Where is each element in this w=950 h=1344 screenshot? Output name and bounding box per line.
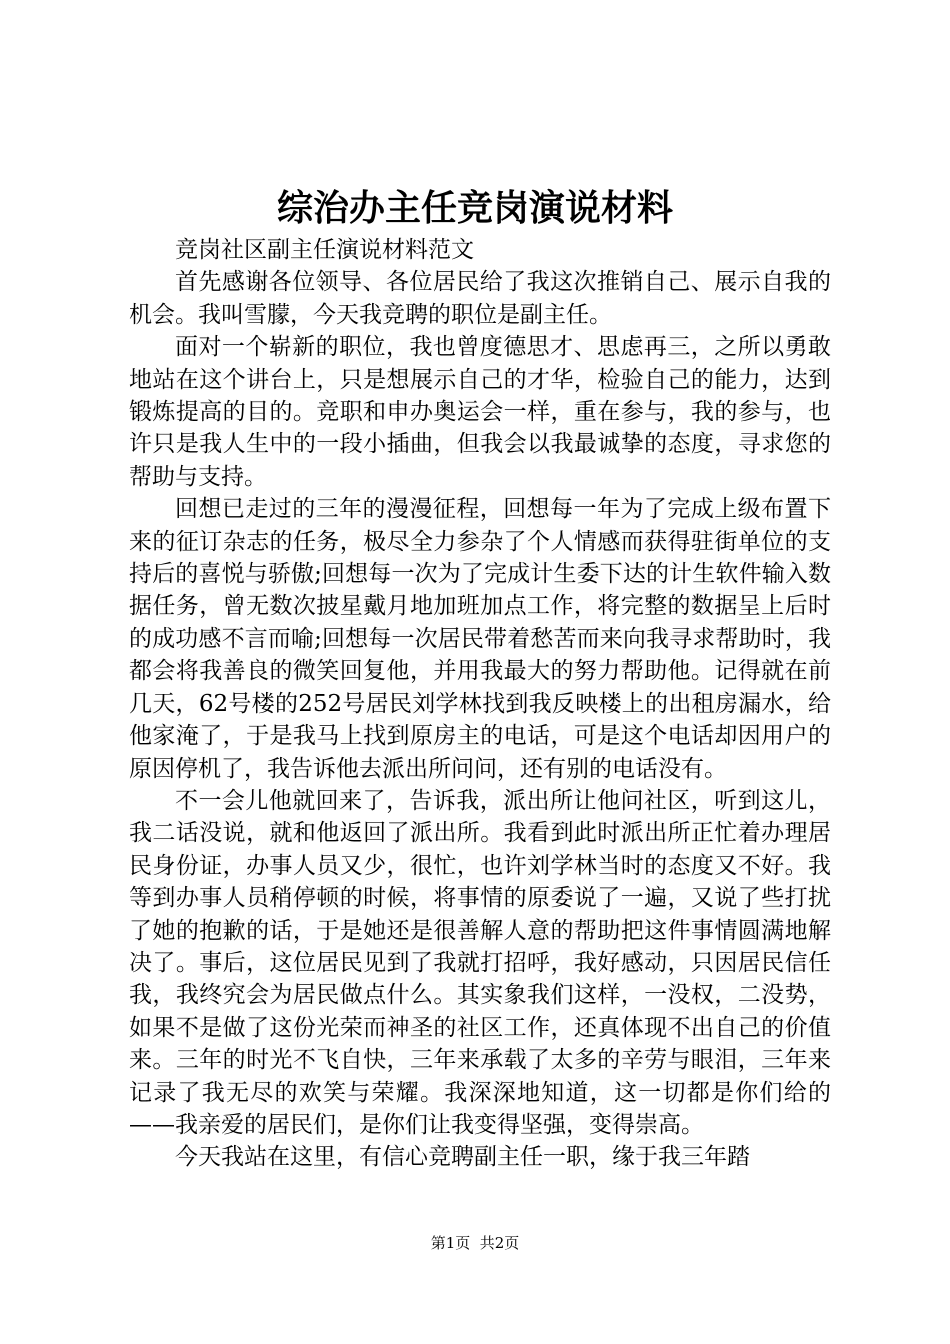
document-body: [129, 234, 831, 1174]
paragraph-3: 回想已走过的三年的漫漫征程，回想每一年为了完成上级布置下来的征订杂志的任务，极尽全力参杂了个人情感而获得驻街单位的支持后的喜悦与骄傲;回想每一次为了完成计生委下达的计生软件输入数据任务，曾无数次披星戴月地加班加点工作，将完整的数据呈上后时的成功感不言而喻;回想每一次居民带着愁苦而来向我寻求帮助时，我都会将我善良的微笑回复他，并用我最大的努力帮助他。记得就在前几天，62号楼的252号居民刘学林找到我反映楼上的出租房漏水，给他家淹了，于是我马上找到原房主的电话，可是这个电话却因用户的原因停机了，我告诉他去派出所问问，还有别的电话没有。: [129, 496, 831, 782]
page-footer: 第1页 共2页: [430, 1234, 520, 1252]
paragraph-5: 今天我站在这里，有信心竞聘副主任一职，缘于我三年踏: [175, 1144, 750, 1171]
document-title: 综治办主任竞岗演说材料: [276, 187, 673, 229]
paragraph-1: 首先感谢各位领导、各位居民给了我这次推销自己、展示自我的机会。我叫雪朦，今天我竞聘的职位是副主任。: [129, 269, 831, 328]
paragraph-4: 不一会儿他就回来了，告诉我，派出所让他问社区，听到这儿，我二话没说，就和他返回了派出所。我看到此时派出所正忙着办理居民身份证，办事人员又少，很忙，也许刘学林当时的态度又不好。我等到办事人员稍停顿的时候，将事情的原委说了一遍，又说了些打扰了她的抱歉的话，于是她还是很善解人意的帮助把这件事情圆满地解决了。事后，这位居民见到了我就打招呼，我好感动，只因居民信任我，我终究会为居民做点什么。其实象我们这样，一没权，二没势，如果不是做了这份光荣而神圣的社区工作，还真体现不出自己的价值来。三年的时光不飞自快，三年来承载了太多的辛劳与眼泪，三年来记录了我无尽的欢笑与荣耀。我深深地知道，这一切都是你们给的——我亲爱的居民们，是你们让我变得坚强，变得崇高。: [129, 787, 831, 1138]
paragraph-2: 面对一个崭新的职位，我也曾度德思才、思虑再三，之所以勇敢地站在这个讲台上，只是想展示自己的才华，检验自己的能力，达到锻炼提高的目的。竞职和申办奥运会一样，重在参与，我的参与，也许只是我人生中的一段小插曲，但我会以我最诚挚的态度，寻求您的帮助与支持。: [129, 334, 831, 490]
paragraph-subtitle: 竞岗社区副主任演说材料范文: [175, 237, 474, 263]
